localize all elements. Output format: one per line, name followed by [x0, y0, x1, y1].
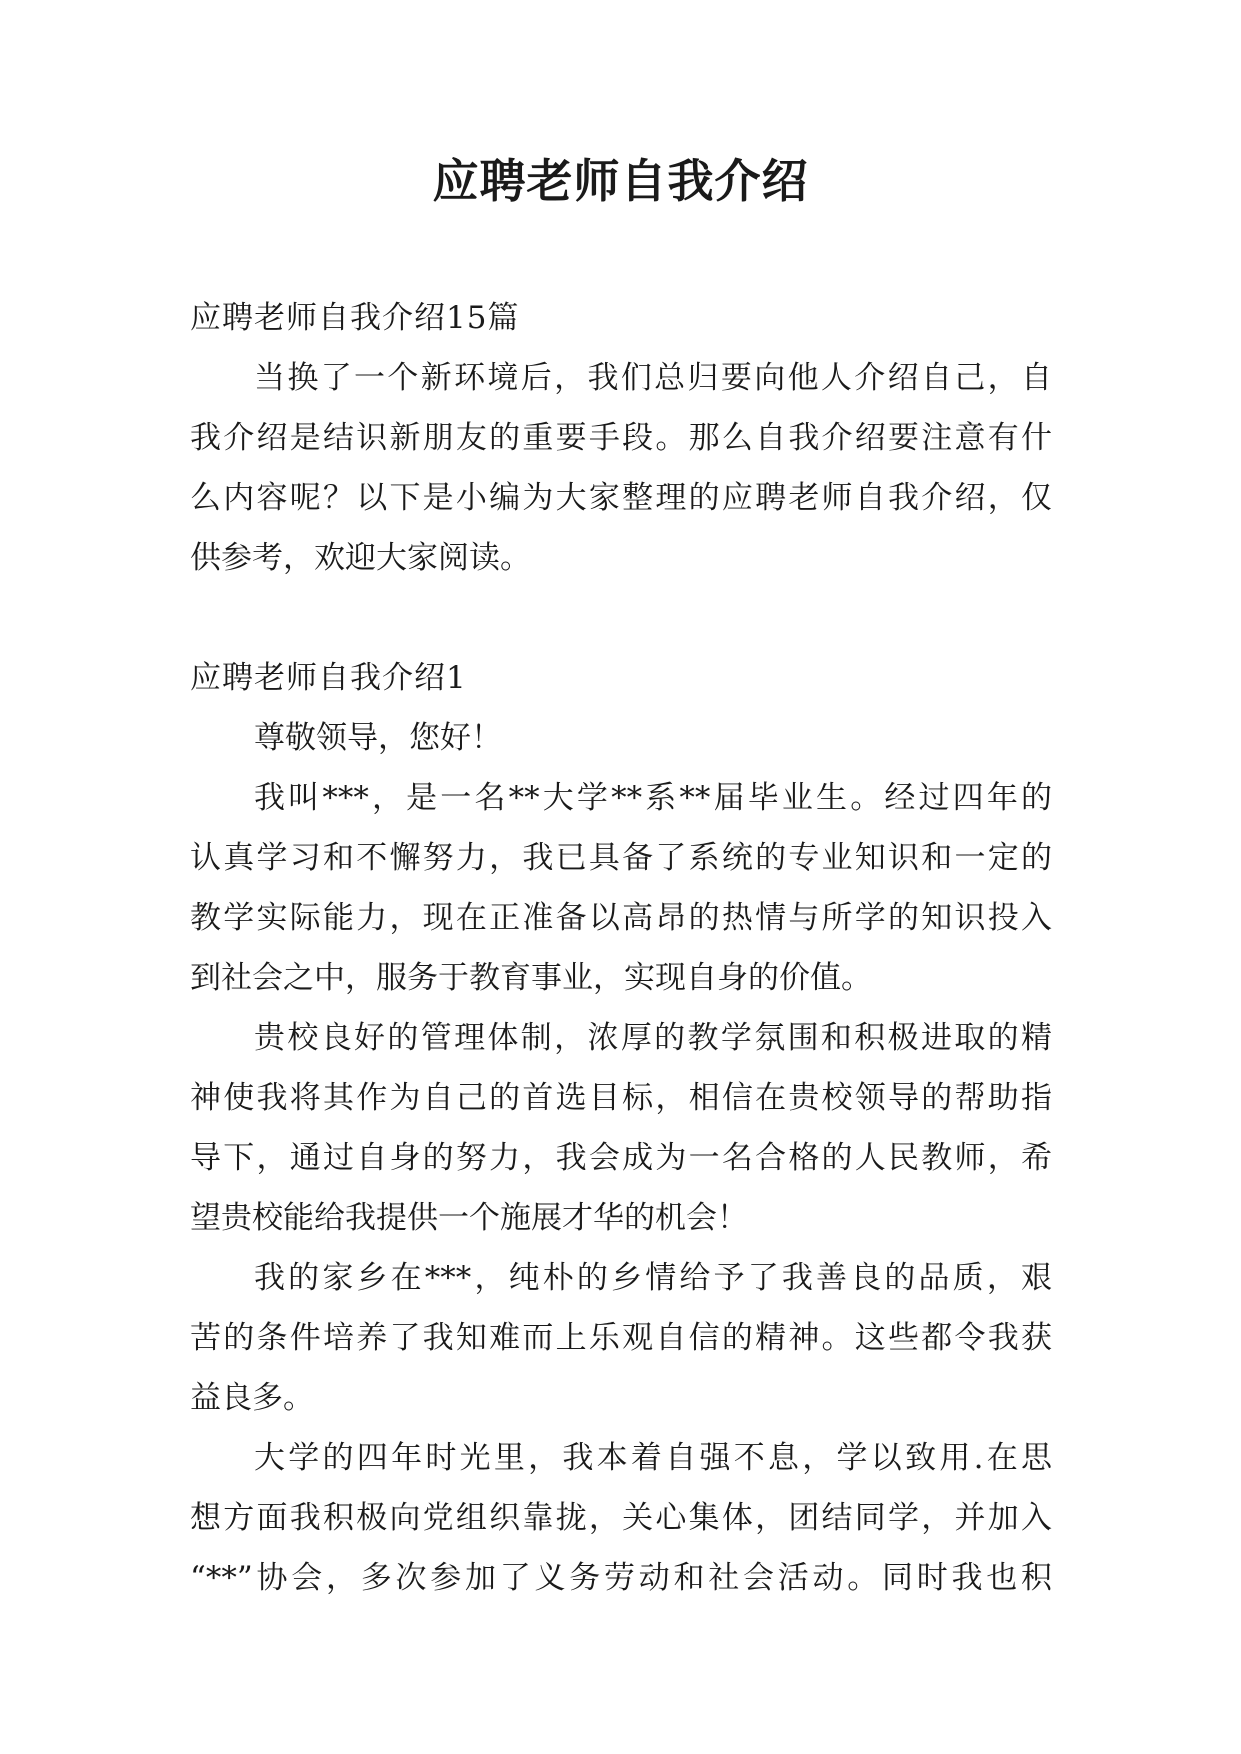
paragraph-line: 认真学习和不懈努力，我已具备了系统的专业知识和一定的 [190, 840, 1052, 876]
paragraph-line: 教学实际能力，现在正准备以高昂的热情与所学的知识投入 [190, 900, 1052, 936]
section-heading: 应聘老师自我介绍1 [190, 660, 467, 696]
paragraph-line: 望贵校能给我提供一个施展才华的机会！ [190, 1200, 748, 1236]
main-heading: 应聘老师自我介绍15篇 [190, 300, 520, 336]
intro-line: 供参考，欢迎大家阅读。 [190, 540, 531, 576]
paragraph-line: 贵校良好的管理体制，浓厚的教学氛围和积极进取的精 [254, 1020, 1052, 1056]
paragraph-line: “**”协会，多次参加了义务劳动和社会活动。同时我也积 [190, 1560, 1052, 1596]
paragraph-line: 到社会之中，服务于教育事业，实现自身的价值。 [190, 960, 872, 996]
document-title: 应聘老师自我介绍 [432, 154, 809, 208]
paragraph-line: 益良多。 [190, 1380, 314, 1416]
intro-line: 么内容呢？以下是小编为大家整理的应聘老师自我介绍，仅 [190, 480, 1052, 516]
paragraph-line: 苦的条件培养了我知难而上乐观自信的精神。这些都令我获 [190, 1320, 1052, 1356]
intro-line: 我介绍是结识新朋友的重要手段。那么自我介绍要注意有什 [190, 420, 1052, 456]
paragraph-line: 我叫***，是一名**大学**系**届毕业生。经过四年的 [254, 780, 1052, 816]
greeting-line: 尊敬领导，您好！ [254, 720, 502, 756]
paragraph-line: 神使我将其作为自己的首选目标，相信在贵校领导的帮助指 [190, 1080, 1052, 1116]
paragraph-line: 导下，通过自身的努力，我会成为一名合格的人民教师，希 [190, 1140, 1052, 1176]
paragraph-line: 我的家乡在***，纯朴的乡情给予了我善良的品质，艰 [254, 1260, 1052, 1296]
paragraph-line: 想方面我积极向党组织靠拢，关心集体，团结同学，并加入 [190, 1500, 1052, 1536]
blank-line [190, 588, 1052, 648]
paragraph-line: 大学的四年时光里，我本着自强不息，学以致用.在思 [254, 1440, 1052, 1476]
document-body [190, 288, 1052, 1608]
intro-line: 当换了一个新环境后，我们总归要向他人介绍自己，自 [254, 360, 1052, 396]
